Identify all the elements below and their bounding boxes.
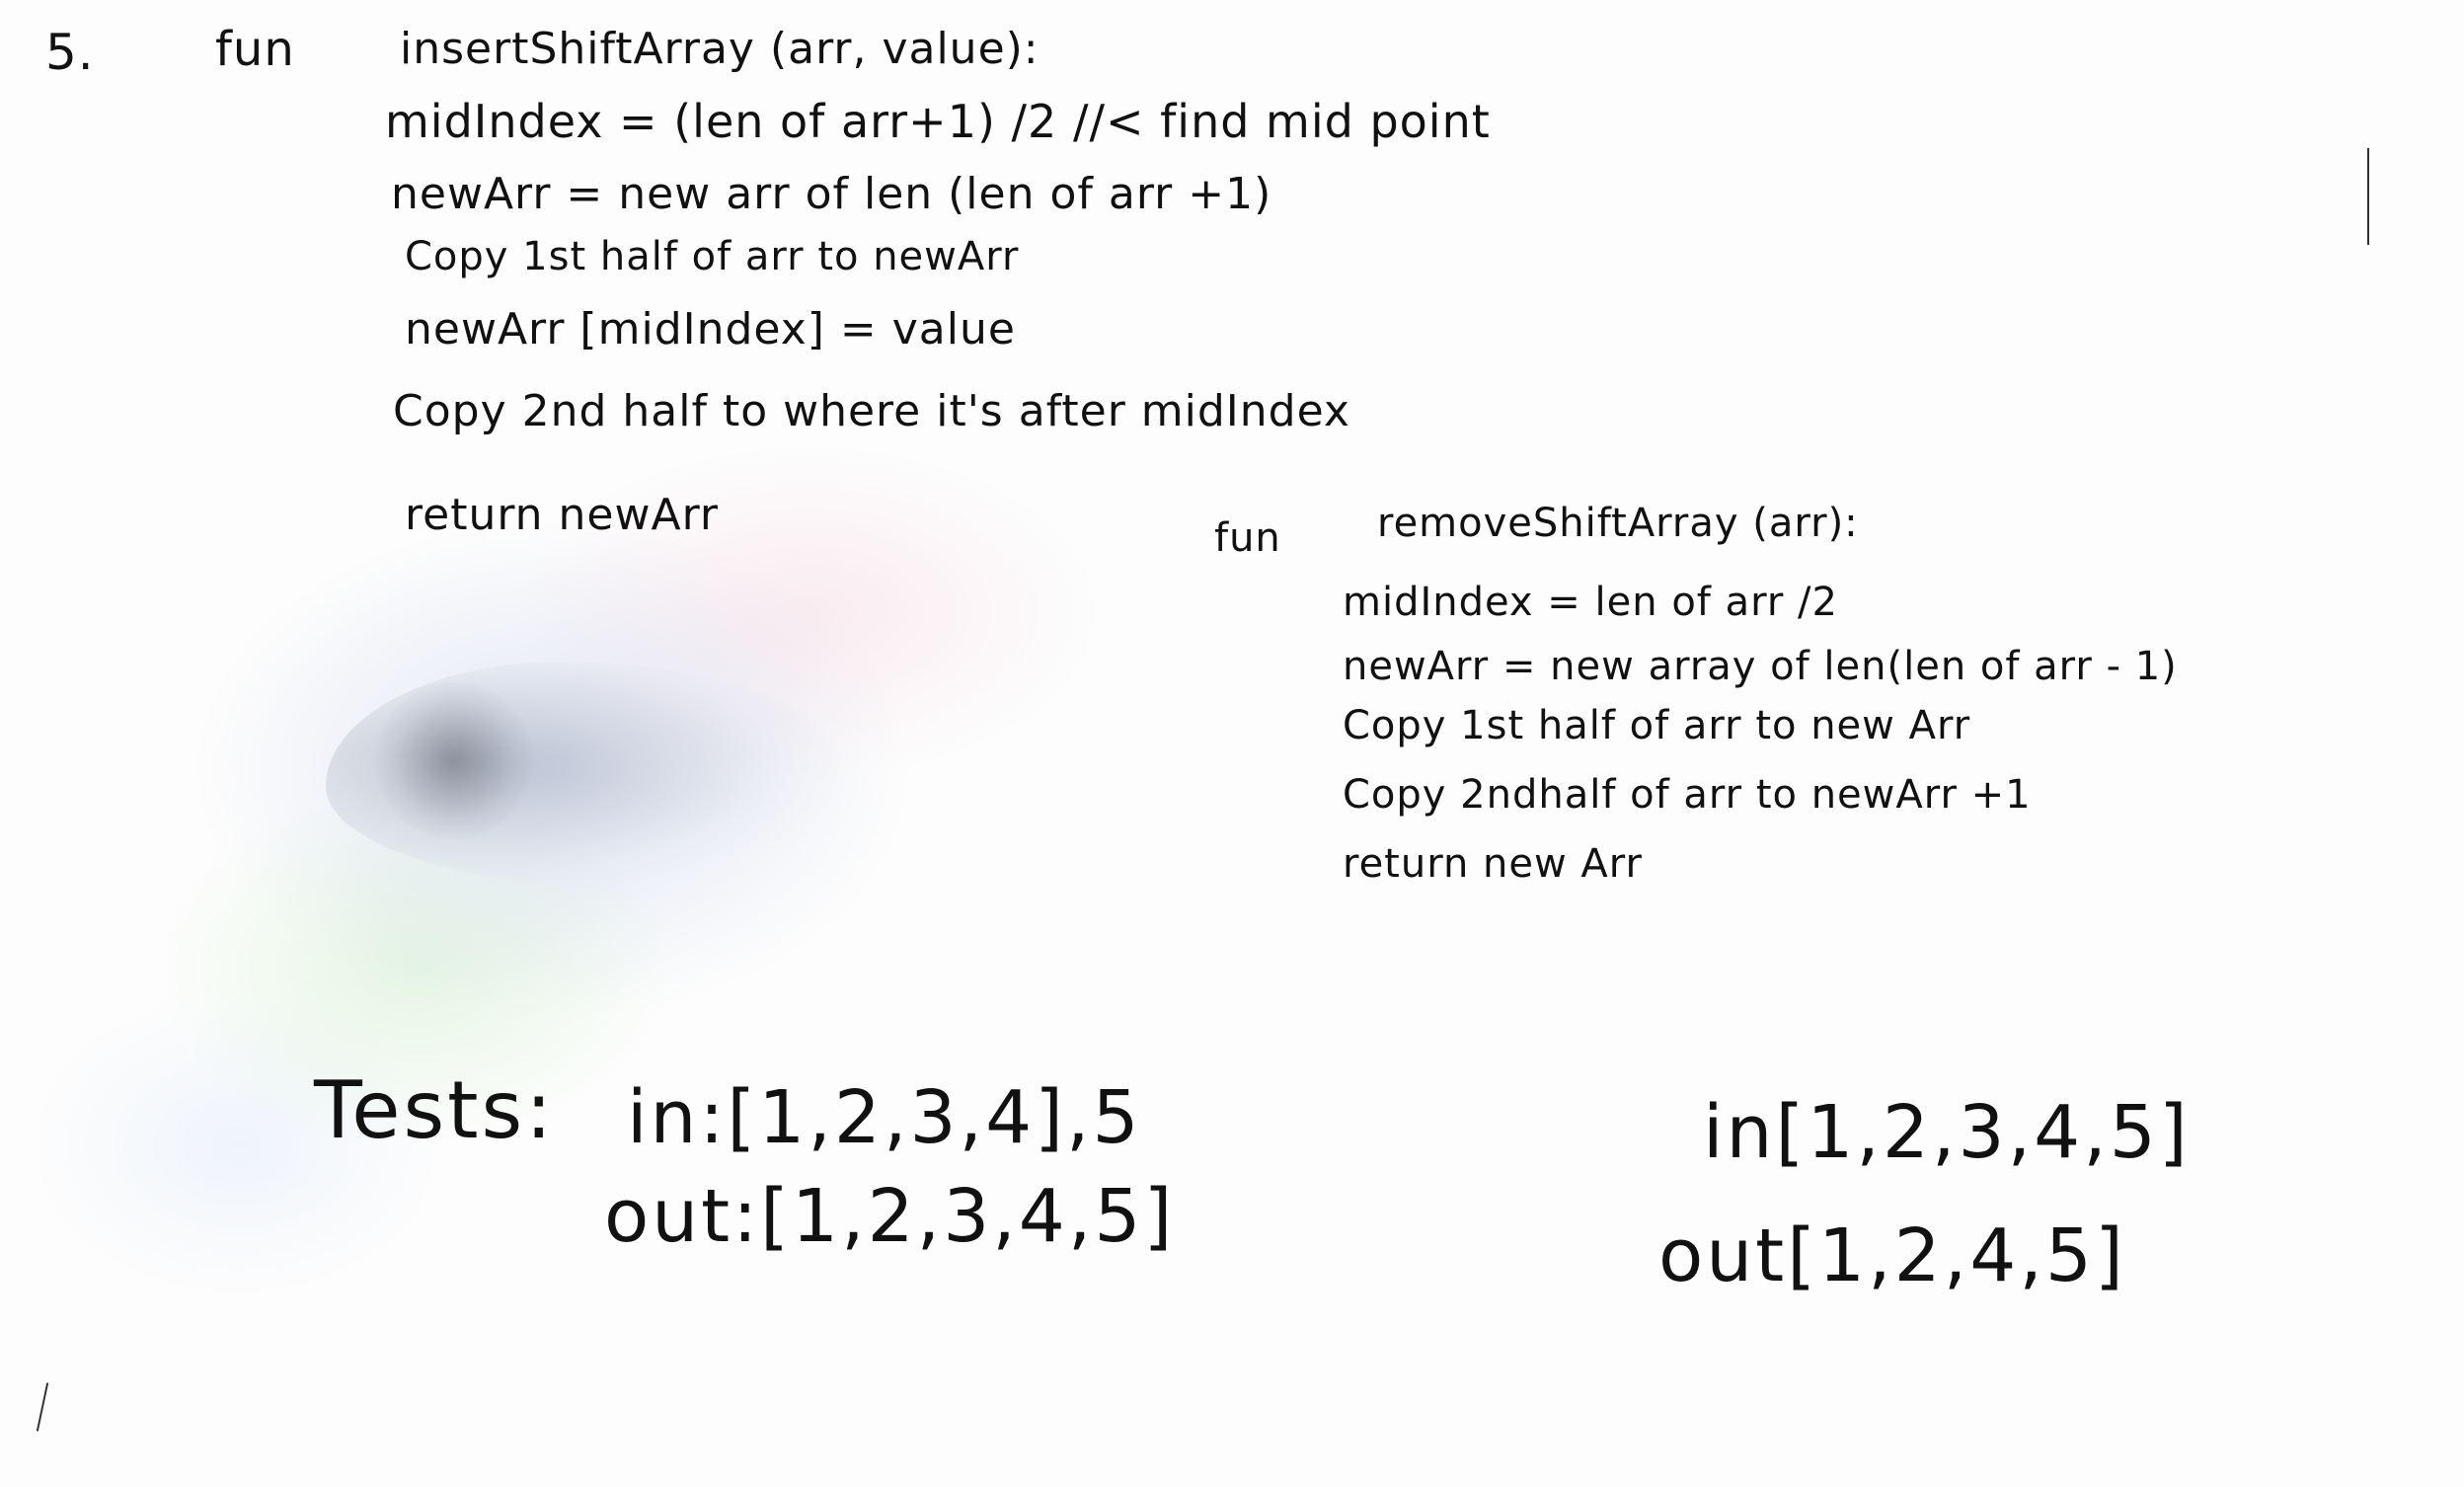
insert-test-output: out:[1,2,3,4,5] xyxy=(604,1174,1176,1259)
insert-line-5: Copy 2nd half to where it's after midIndex xyxy=(393,386,1350,436)
remove-line-1: midIndex = len of arr /2 xyxy=(1343,580,1838,625)
problem-number: 5. xyxy=(45,24,95,81)
photo-shadow-smudge xyxy=(375,681,533,839)
paper-edge-mark xyxy=(37,1382,48,1431)
paper-edge-mark xyxy=(2367,148,2369,245)
insert-line-3: Copy 1st half of arr to newArr xyxy=(405,234,1020,279)
insert-test-input: in:[1,2,3,4],5 xyxy=(627,1075,1142,1160)
remove-function-signature: removeShiftArray (arr): xyxy=(1377,501,1859,546)
remove-test-output: out[1,2,4,5] xyxy=(1658,1213,2126,1298)
insert-line-6: return newArr xyxy=(405,490,719,540)
remove-line-5: return new Arr xyxy=(1343,841,1643,887)
insert-line-4: newArr [midIndex] = value xyxy=(405,304,1016,354)
remove-fun-keyword: fun xyxy=(1214,515,1281,561)
insert-line-1: midIndex = (len of arr+1) /2 //< find mid point xyxy=(385,95,1491,148)
insert-fun-keyword: fun xyxy=(215,22,295,77)
insert-line-2: newArr = new arr of len (len of arr +1) xyxy=(391,169,1272,219)
remove-line-2: newArr = new array of len(len of arr - 1) xyxy=(1343,644,2178,689)
remove-line-4: Copy 2ndhalf of arr to newArr +1 xyxy=(1343,772,2032,818)
remove-test-input: in[1,2,3,4,5] xyxy=(1703,1090,2191,1175)
tests-label: Tests: xyxy=(314,1064,556,1156)
remove-line-3: Copy 1st half of arr to new Arr xyxy=(1343,703,1971,748)
insert-function-signature: insertShiftArray (arr, value): xyxy=(400,24,1040,74)
